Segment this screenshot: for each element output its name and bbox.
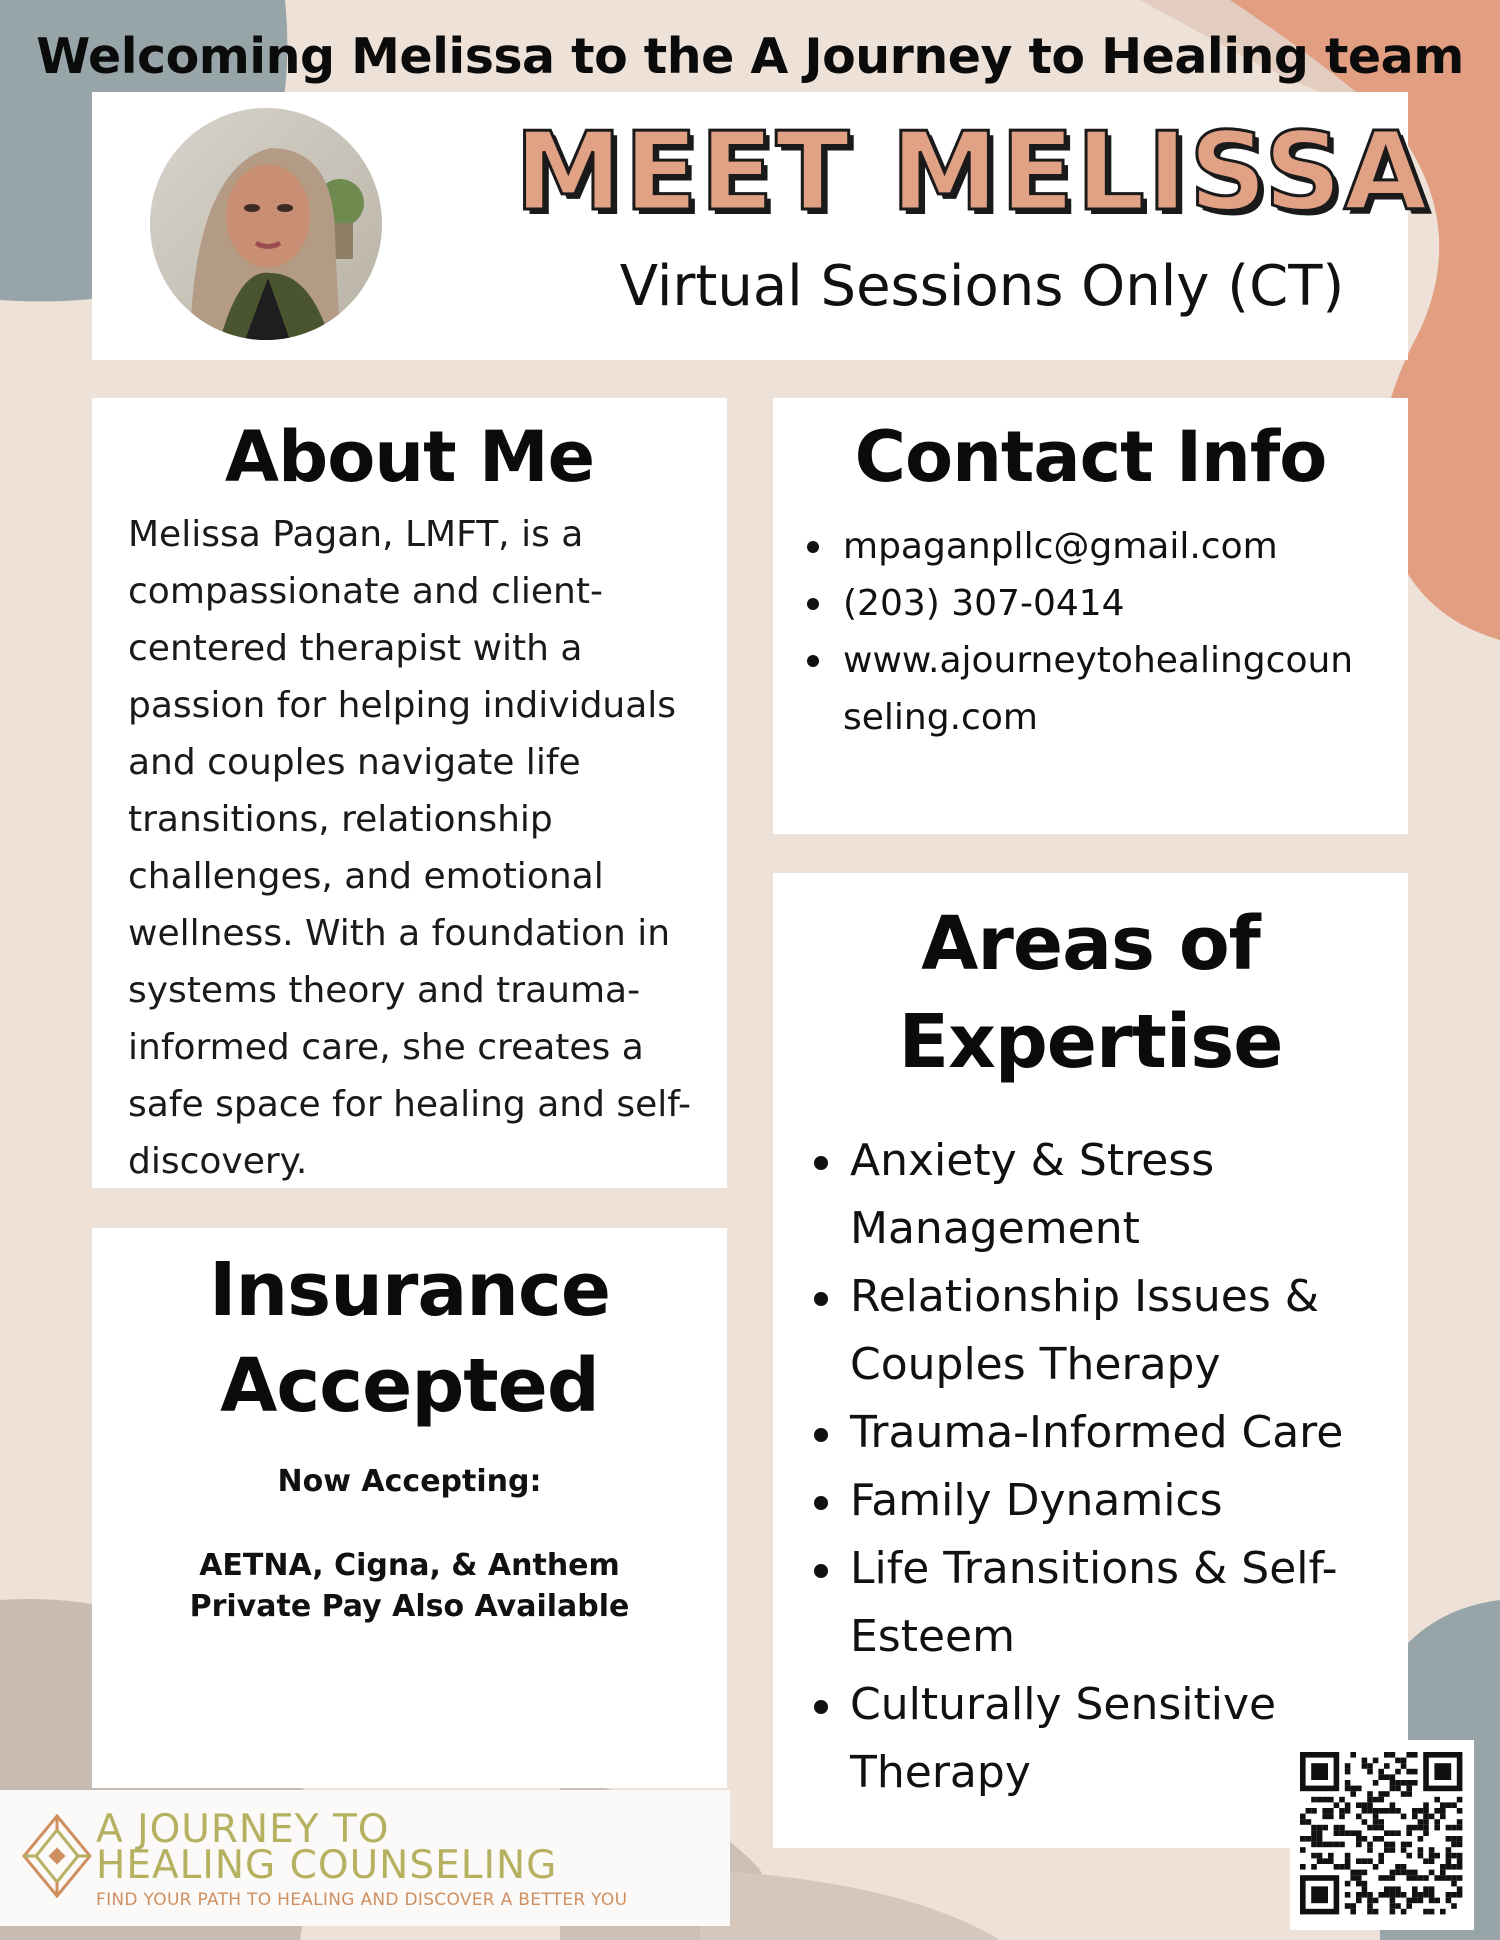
expertise-item-trauma (850, 1399, 1388, 1467)
expertise-item-family (850, 1467, 1388, 1535)
qr-code-icon[interactable] (1290, 1740, 1474, 1930)
about-line: safe space for healing and self- (128, 1084, 691, 1125)
contact-website-link[interactable] (843, 632, 1388, 746)
insurance-heading-line-1: Insurance (208, 1247, 611, 1333)
insurance-heading-line-2: Accepted (220, 1343, 599, 1429)
about-line: wellness. With a foundation in (128, 913, 671, 954)
about-line: centered therapist with a (128, 628, 583, 669)
contact-card (773, 398, 1408, 834)
virtual-sessions-subtitle: Virtual Sessions Only (CT) (619, 254, 1345, 319)
contact-heading: Contact Info (854, 416, 1327, 498)
about-line: and couples navigate life (128, 742, 581, 783)
expertise-item-line: Anxiety & Stress (850, 1135, 1215, 1186)
meet-title: MEET MELISSA (514, 110, 1430, 235)
logo-mark-icon (20, 1812, 94, 1900)
logo-text-line-1: A JOURNEY TO (96, 1807, 390, 1852)
private-pay-note: Private Pay Also Available (189, 1589, 630, 1624)
expertise-item-line: Trauma-Informed Care (850, 1407, 1344, 1458)
about-line: passion for helping individuals (128, 685, 677, 726)
contact-list (843, 518, 1388, 746)
logo-text-line-2: HEALING COUNSELING (96, 1843, 558, 1888)
about-line: challenges, and emotional (128, 856, 604, 897)
logo-tagline: FIND YOUR PATH TO HEALING AND DISCOVER A BETTER YOU (96, 1890, 628, 1910)
company-logo (0, 1790, 730, 1926)
expertise-item-line: Therapy (850, 1747, 1031, 1798)
welcome-banner-title: Welcoming Melissa to the A Journey to Healing team (36, 28, 1464, 85)
about-card (92, 398, 727, 1188)
contact-phone-link[interactable]: (203) 307-0414 (843, 575, 1388, 632)
about-body (92, 498, 727, 1190)
insurance-heading (92, 1242, 727, 1434)
expertise-heading-line-2: Expertise (898, 999, 1283, 1085)
website-line-1: www.ajourneytohealingcoun (843, 640, 1354, 681)
expertise-item-anxiety (850, 1127, 1388, 1263)
now-accepting-label: Now Accepting: (277, 1464, 542, 1499)
about-heading: About Me (224, 416, 595, 498)
expertise-item-relationship (850, 1263, 1388, 1399)
expertise-item-life-transitions (850, 1535, 1388, 1671)
expertise-item-line: Life Transitions & Self- (850, 1543, 1338, 1594)
about-line: transitions, relationship (128, 799, 553, 840)
expertise-item-line: Management (850, 1203, 1140, 1254)
profile-photo (150, 108, 382, 340)
expertise-item-line: Family Dynamics (850, 1475, 1223, 1526)
insurance-card (92, 1228, 727, 1788)
contact-email-link[interactable]: mpaganpllc@gmail.com (843, 518, 1388, 575)
about-line: discovery. (128, 1141, 308, 1182)
expertise-item-line: Relationship Issues & (850, 1271, 1320, 1322)
expertise-card (773, 873, 1408, 1848)
website-line-2: seling.com (843, 697, 1038, 738)
expertise-item-line: Esteem (850, 1611, 1015, 1662)
about-line: informed care, she creates a (128, 1027, 644, 1068)
insurers-list: AETNA, Cigna, & Anthem (199, 1548, 620, 1583)
about-line: compassionate and client- (128, 571, 603, 612)
about-line: systems theory and trauma- (128, 970, 641, 1011)
expertise-heading-line-1: Areas of (921, 901, 1260, 987)
expertise-list (850, 1127, 1388, 1807)
expertise-heading (773, 895, 1408, 1091)
expertise-item-line: Culturally Sensitive (850, 1679, 1277, 1730)
header-card (92, 92, 1430, 360)
expertise-item-line: Couples Therapy (850, 1339, 1221, 1390)
about-line: Melissa Pagan, LMFT, is a (128, 514, 584, 555)
